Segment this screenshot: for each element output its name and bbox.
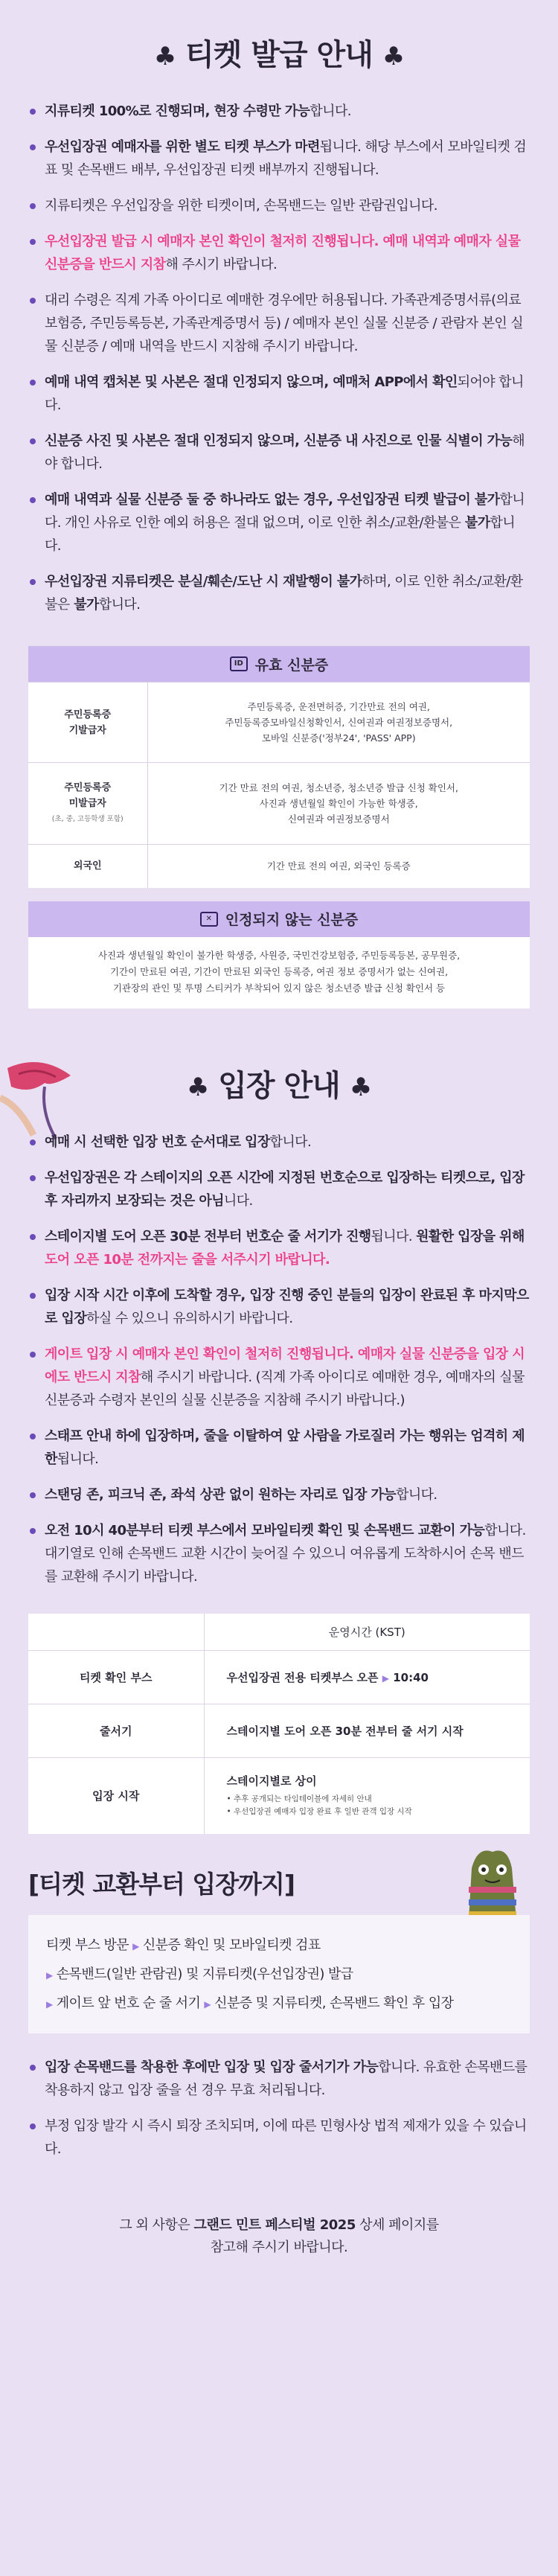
table-row: 티켓 확인 부스 우선입장권 전용 티켓부스 오픈 ▶ 10:40 (28, 1651, 530, 1704)
list-item: 스태프 안내 하에 입장하며, 줄을 이탈하여 앞 사람을 가로질러 가는 행위는 엄격히 제한됩니다. (45, 1425, 530, 1471)
table-row: 운영시간 (KST) (28, 1614, 530, 1651)
table-row: 입장 시작 스테이지별로 상이 • 추후 공개되는 타임테이블에 자세히 안내 • 우선입장권 예매자 입장 완료 후 일반 관객 입장 시작 (28, 1758, 530, 1834)
valid-id-header: ID 유효 신분증 (28, 646, 530, 682)
ticket-section-title: ♣ 티켓 발급 안내 ♣ (153, 38, 405, 72)
valid-id-table (28, 682, 530, 888)
list-item: 우선입장권 발급 시 예매자 본인 확인이 철저히 진행됩니다. 예매 내역과 예매자 실물 신분증을 반드시 지참해 주시기 바랍니다. (45, 230, 530, 276)
list-item: 우선입장권은 각 스테이지의 오픈 시간에 지정된 번호순으로 입장하는 티켓으로, 입장 후 자리까지 보장되는 것은 아님니다. (45, 1166, 530, 1212)
list-item: 오전 10시 40분부터 티켓 부스에서 모바일티켓 확인 및 손목밴드 교환이 가능합니다. 대기열로 인해 손목밴드 교환 시간이 늦어질 수 있으니 여유롭게 도착하시어 손목 밴드를 교환해 주시기 바랍니다. (45, 1519, 530, 1588)
list-item: 예매 시 선택한 입장 번호 순서대로 입장합니다. (45, 1131, 530, 1154)
footer-note: 그 외 사항은 그랜드 민트 페스티벌 2025 상세 페이지를 참고해 주시기 바랍니다. (119, 2217, 439, 2255)
entry-notice-list (0, 1131, 558, 1588)
table-row: 줄서기 스테이지별 도어 오픈 30분 전부터 줄 서기 시작 (28, 1704, 530, 1758)
schedule-table (28, 1614, 530, 1834)
list-item: 대리 수령은 직계 가족 아이디로 예매한 경우에만 허용됩니다. 가족관계증명서류(의료보험증, 주민등록등본, 가족관계증명서 등) / 예매자 본인 실물 신분증 / 관람자 본인 실물 신분증 / 예매 내역을 반드시 지참해 주시기 바랍니다. (45, 289, 530, 358)
table-row: 주민등록증 기발급자 주민등록증, 운전면허증, 기간만료 전의 여권, 주민등록증모바일신청확인서, 신여권과 여권정보증명서, 모바일 신분증('정부24', 'PASS' APP) (28, 683, 530, 763)
invalid-id-box (28, 901, 530, 1009)
club-icon: ♣ (186, 1072, 209, 1102)
route-title: [티켓 교환부터 입장까지] (28, 1869, 295, 1899)
arrow-right-icon: ▶ (204, 1998, 211, 2010)
list-item: 입장 시작 시간 이후에 도착할 경우, 입장 진행 중인 분들의 입장이 완료된 후 마지막으로 입장하실 수 있으니 유의하시기 바랍니다. (45, 1284, 530, 1330)
list-item: 우선입장권 예매자를 위한 별도 티켓 부스가 마련됩니다. 해당 부스에서 모바일티켓 검표 및 손목밴드 배부, 우선입장권 티켓 배부까지 진행됩니다. (45, 135, 530, 182)
list-item: 부정 입장 발각 시 즉시 퇴장 조치되며, 이에 따른 민형사상 법적 제재가 있을 수 있습니다. (45, 2115, 530, 2161)
flower-decoration-icon (0, 1053, 82, 1142)
list-item: 신분증 사진 및 사본은 절대 인정되지 않으며, 신분증 내 사진으로 인물 식별이 가능해야 합니다. (45, 429, 530, 476)
invalid-id-header: ✕ 인정되지 않는 신분증 (28, 901, 530, 937)
route-box: 티켓 부스 방문 ▶ 신분증 확인 및 모바일티켓 검표 ▶ 손목밴드(일반 관람권) 및 지류티켓(우선입장권) 발급 ▶ 게이트 앞 번호 순 줄 서기 ▶ 신분증 및 지류티켓, 손목밴드 확인 후 입장 (28, 1915, 530, 2033)
list-item: 스탠딩 존, 피크닉 존, 좌석 상관 없이 원하는 자리로 입장 가능합니다. (45, 1483, 530, 1506)
list-item: 게이트 입장 시 예매자 본인 확인이 철저히 진행됩니다. 예매자 실물 신분증을 입장 시에도 반드시 지참해 주시기 바랍니다. (직계 가족 아이디로 예매한 경우, 예매자의 실물 신분증과 수령자 본인의 실물 신분증을 지참해 주시기 바랍니다.) (45, 1343, 530, 1412)
entry-section-title: ♣ 입장 안내 ♣ (186, 1068, 372, 1103)
table-row: 외국인 기간 만료 전의 여권, 외국인 등록증 (28, 845, 530, 888)
after-notice-list (0, 2056, 558, 2161)
club-icon: ♣ (349, 1072, 372, 1102)
list-item: 스테이지별 도어 오픈 30분 전부터 번호순 줄 서기가 진행됩니다. 원활한 입장을 위해 도어 오픈 10분 전까지는 줄을 서주시기 바랍니다. (45, 1225, 530, 1271)
list-item: 예매 내역과 실물 신분증 둘 중 하나라도 없는 경우, 우선입장권 티켓 발급이 불가합니다. 개인 사유로 인한 예외 허용은 절대 없으며, 이로 인한 취소/교환/환불은 불가합니다. (45, 488, 530, 557)
ticket-notice-list (0, 100, 558, 616)
valid-id-box (28, 646, 530, 888)
schedule-box (28, 1614, 530, 1834)
list-item: 예매 내역 캡처본 및 사본은 절대 인정되지 않으며, 예매처 APP에서 확인되어야 합니다. (45, 371, 530, 417)
arrow-right-icon: ▶ (132, 1940, 139, 1952)
arrow-right-icon: ▶ (382, 1673, 390, 1684)
arrow-right-icon: ▶ (46, 1998, 53, 2010)
arrow-right-icon: ▶ (46, 1969, 53, 1981)
list-item: 지류티켓 100%로 진행되며, 현장 수령만 가능합니다. (45, 100, 530, 123)
invalid-id-body: 사진과 생년월일 확인이 불가한 학생증, 사원증, 국민건강보험증, 주민등록등본, 공무원증, 기간이 만료된 여권, 기간이 만료된 외국인 등록증, 여권 정보 증명서가 없는 신여권, 기관장의 관인 및 투명 스티커가 부착되어 있지 않은 청소년증 발급 신청 확인서 등 (28, 937, 530, 1009)
list-item: 우선입장권 지류티켓은 분실/훼손/도난 시 재발행이 불가하며, 이로 인한 취소/교환/환불은 불가합니다. (45, 570, 530, 616)
club-icon: ♣ (382, 42, 405, 71)
list-item: 입장 손목밴드를 착용한 후에만 입장 및 입장 줄서기가 가능합니다. 유효한 손목밴드를 착용하지 않고 입장 줄을 선 경우 무효 처리됩니다. (45, 2056, 530, 2102)
no-id-icon: ✕ (200, 912, 218, 927)
club-icon: ♣ (153, 42, 176, 71)
list-item: 지류티켓은 우선입장을 위한 티켓이며, 손목밴드는 일반 관람권입니다. (45, 194, 530, 217)
id-card-icon: ID (230, 656, 248, 671)
table-row: 주민등록증 미발급자 (초, 중, 고등학생 포함) 기간 만료 전의 여권, 청소년증, 청소년증 발급 신청 확인서, 사진과 생년월일 확인이 가능한 학생증, 신여권과 여권정보증명서 (28, 763, 530, 845)
